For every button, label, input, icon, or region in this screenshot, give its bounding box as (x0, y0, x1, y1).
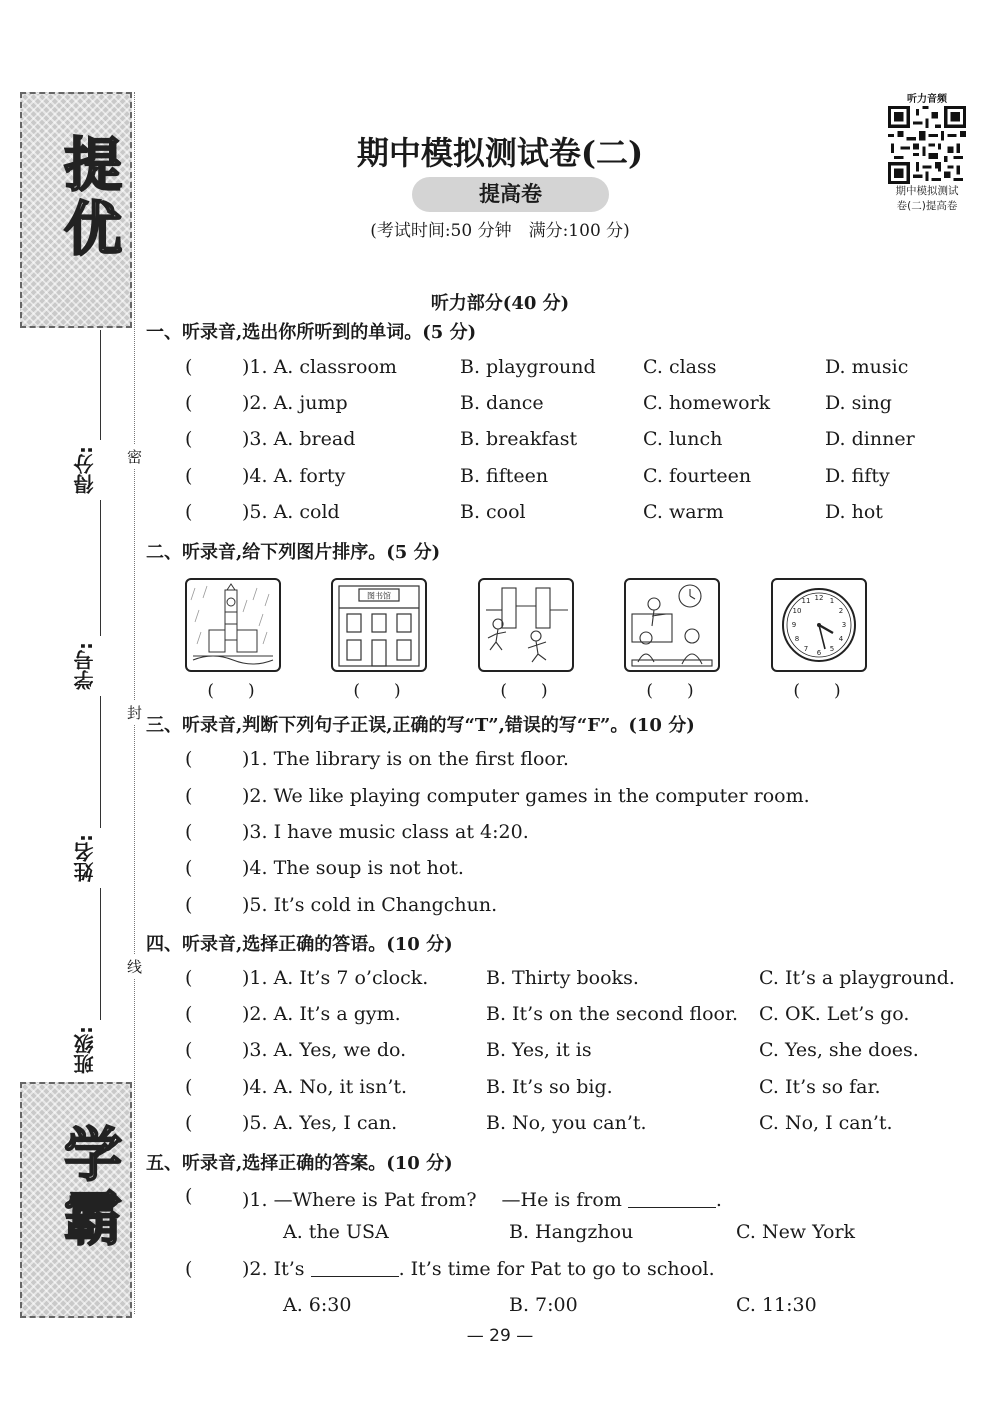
svg-text:11: 11 (801, 597, 811, 605)
option-b: B. It’s on the second floor. (486, 1003, 738, 1025)
tf-statement: )4. The soup is not hot. (242, 857, 464, 879)
option-a: )3. A. bread (242, 428, 356, 450)
option-b: B. cool (460, 501, 526, 523)
svg-text:1: 1 (829, 597, 835, 605)
option-d: D. sing (825, 392, 892, 414)
option-b: B. breakfast (460, 428, 578, 450)
svg-text:2: 2 (838, 607, 844, 615)
option-c: C. 11:30 (736, 1294, 817, 1316)
svg-text:6: 6 (816, 649, 822, 657)
section4-heading: 四、听录音,选择正确的答语。(10 分) (146, 934, 453, 955)
option-c: C. It’s a playground. (759, 967, 955, 989)
option-a: )3. A. Yes, we do. (242, 1039, 407, 1061)
answer-paren[interactable]: ( (185, 1258, 193, 1280)
page-title: 期中模拟测试卷(二) (356, 134, 644, 172)
option-a: A. 6:30 (283, 1294, 352, 1316)
question-2 (242, 1258, 715, 1280)
clock-icon (771, 578, 867, 672)
section5-heading: 五、听录音,选择正确的答案。(10 分) (146, 1153, 453, 1174)
option-c: C. fourteen (643, 465, 752, 487)
option-b: B. dance (460, 392, 544, 414)
svg-text:8: 8 (794, 635, 800, 643)
option-a: )5. A. Yes, I can. (242, 1112, 398, 1134)
option-d: D. music (825, 356, 909, 378)
qr-caption-line: 期中模拟测试 (895, 185, 959, 197)
option-b: B. Thirty books. (486, 967, 639, 989)
option-b: B. Yes, it is (486, 1039, 592, 1061)
answer-paren[interactable]: ( (185, 356, 193, 378)
svg-text:12: 12 (814, 594, 824, 602)
fill-blank[interactable] (628, 1189, 716, 1208)
kids-running-icon (478, 578, 574, 672)
option-b: B. fifteen (460, 465, 549, 487)
option-b: B. No, you can’t. (486, 1112, 647, 1134)
question-text: )2. It’s (242, 1258, 311, 1280)
tf-statement: )2. We like playing computer games in the computer room. (242, 785, 810, 807)
section2-heading: 二、听录音,给下列图片排序。(5 分) (146, 542, 441, 563)
option-c: C. Yes, she does. (759, 1039, 919, 1061)
cut-mark-seal: 密 (127, 444, 142, 469)
answer-paren[interactable]: ( (185, 501, 193, 523)
option-c: C. It’s so far. (759, 1076, 881, 1098)
option-a: )2. A. It’s a gym. (242, 1003, 401, 1025)
answer-paren[interactable]: ( (185, 1076, 193, 1098)
option-a: A. the USA (283, 1221, 389, 1243)
svg-text:10: 10 (792, 607, 802, 615)
svg-text:5: 5 (829, 645, 835, 653)
tf-statement: )5. It’s cold in Changchun. (242, 894, 498, 916)
option-d: D. dinner (825, 428, 915, 450)
answer-paren[interactable]: ( (185, 1185, 193, 1207)
svg-text:9: 9 (791, 621, 797, 629)
answer-paren[interactable]: ( (185, 748, 193, 770)
option-a: )5. A. cold (242, 501, 340, 523)
picture-answer-slot[interactable]: ( ) (500, 681, 548, 701)
picture-answer-slot[interactable]: ( ) (207, 681, 255, 701)
answer-paren[interactable]: ( (185, 967, 193, 989)
option-a: )2. A. jump (242, 392, 348, 414)
section1-heading: 一、听录音,选出你所听到的单词。(5 分) (146, 322, 477, 343)
subtitle-badge: 提高卷 (412, 177, 609, 212)
option-d: D. hot (825, 501, 883, 523)
answer-paren[interactable]: ( (185, 392, 193, 414)
cut-mark-close: 封 (127, 700, 142, 725)
question-end: . It’s time for Pat to go to school. (398, 1258, 715, 1280)
class-field[interactable]: 班级: (70, 1020, 110, 1080)
answer-paren[interactable]: ( (185, 1003, 193, 1025)
library-sign: 图书馆 (367, 591, 391, 601)
question-text: )1. —Where is Pat from? —He is from (242, 1189, 628, 1211)
answer-paren[interactable]: ( (185, 465, 193, 487)
option-a: )1. A. It’s 7 o’clock. (242, 967, 429, 989)
name-field[interactable]: 姓名: (70, 828, 110, 888)
question-1 (242, 1185, 722, 1212)
exam-info: (考试时间:50 分钟 满分:100 分) (370, 221, 630, 241)
classroom-clock-icon (624, 578, 720, 672)
option-b: B. playground (460, 356, 596, 378)
option-c: C. homework (643, 392, 771, 414)
option-c: C. No, I can’t. (759, 1112, 893, 1134)
option-c: C. warm (643, 501, 724, 523)
cut-mark-line: 线 (127, 954, 142, 979)
answer-paren[interactable]: ( (185, 1112, 193, 1134)
picture-answer-slot[interactable]: ( ) (353, 681, 401, 701)
top-badge-text: 提优 (54, 134, 122, 262)
library-building-icon (331, 578, 427, 672)
question-end: . (715, 1189, 722, 1211)
picture-answer-slot[interactable]: ( ) (646, 681, 694, 701)
score-field[interactable]: 得分: (70, 440, 110, 500)
answer-paren[interactable]: ( (185, 894, 193, 916)
fill-blank[interactable] (311, 1258, 399, 1277)
option-b: B. 7:00 (509, 1294, 578, 1316)
option-a: )1. A. classroom (242, 356, 397, 378)
picture-answer-slot[interactable]: ( ) (793, 681, 841, 701)
big-ben-rain-icon (185, 578, 281, 672)
svg-text:3: 3 (841, 621, 847, 629)
option-a: )4. A. forty (242, 465, 346, 487)
option-d: D. fifty (825, 465, 890, 487)
option-b: B. Hangzhou (509, 1221, 634, 1243)
option-c: C. class (643, 356, 717, 378)
qr-caption (876, 184, 978, 214)
svg-text:4: 4 (838, 635, 844, 643)
answer-paren[interactable]: ( (185, 857, 193, 879)
option-c: C. OK. Let’s go. (759, 1003, 910, 1025)
option-b: B. It’s so big. (486, 1076, 613, 1098)
qr-label: 听力音频 (907, 94, 947, 105)
page-number: — 29 — (466, 1326, 534, 1346)
tf-statement: )3. I have music class at 4:20. (242, 821, 529, 843)
answer-paren[interactable]: ( (185, 1039, 193, 1061)
tf-statement: )1. The library is on the first floor. (242, 748, 569, 770)
part-title: 听力部分(40 分) (430, 293, 570, 314)
answer-paren[interactable]: ( (185, 785, 193, 807)
bottom-badge-text: 学霸 (54, 1124, 122, 1252)
option-a: )4. A. No, it isn’t. (242, 1076, 408, 1098)
qr-caption-line: 卷(二)提高卷 (896, 200, 958, 212)
answer-paren[interactable]: ( (185, 821, 193, 843)
svg-text:7: 7 (803, 645, 809, 653)
answer-paren[interactable]: ( (185, 428, 193, 450)
option-c: C. New York (736, 1221, 856, 1243)
bottom-badge (20, 1082, 132, 1318)
option-c: C. lunch (643, 428, 723, 450)
student-id-field[interactable]: 学号: (70, 636, 110, 696)
section3-heading: 三、听录音,判断下列句子正误,正确的写“T”,错误的写“F”。(10 分) (146, 715, 695, 736)
qr-code-icon[interactable] (888, 106, 966, 184)
